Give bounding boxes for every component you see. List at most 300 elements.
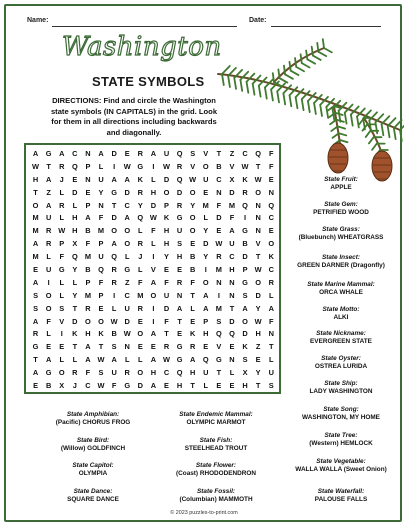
grid-letter[interactable]: F (59, 252, 64, 262)
grid-letter[interactable]: U (176, 226, 183, 236)
grid-letter[interactable]: C (216, 174, 222, 184)
grid-letter[interactable]: O (189, 226, 196, 236)
grid-letter[interactable]: H (176, 252, 183, 262)
grid-letter[interactable]: Q (215, 329, 222, 339)
grid-letter[interactable]: O (137, 329, 144, 339)
grid-letter[interactable]: E (255, 355, 261, 365)
grid-letter[interactable]: H (72, 226, 78, 236)
grid-letter[interactable]: T (46, 161, 51, 171)
grid-letter[interactable]: D (137, 381, 143, 391)
grid-letter[interactable]: X (72, 239, 78, 249)
grid-letter[interactable]: O (45, 303, 52, 313)
grid-letter[interactable]: R (59, 161, 65, 171)
grid-letter[interactable]: M (32, 213, 39, 223)
grid-letter[interactable]: Y (137, 200, 143, 210)
grid-letter[interactable]: W (215, 239, 223, 249)
grid-letter[interactable]: N (85, 174, 91, 184)
grid-letter[interactable]: N (229, 277, 235, 287)
grid-letter[interactable]: C (242, 149, 248, 158)
grid-letter[interactable]: F (268, 149, 274, 158)
grid-letter[interactable]: A (85, 355, 91, 365)
grid-letter[interactable]: N (124, 342, 130, 352)
grid-letter[interactable]: O (189, 187, 196, 197)
grid-letter[interactable]: O (45, 290, 52, 300)
name-line[interactable] (52, 26, 237, 27)
grid-letter[interactable]: L (138, 265, 143, 275)
grid-letter[interactable]: L (229, 368, 235, 378)
grid-letter[interactable]: D (176, 187, 183, 197)
grid-letter[interactable]: U (45, 213, 52, 223)
grid-letter[interactable]: F (164, 277, 169, 287)
grid-letter[interactable]: T (177, 316, 182, 326)
grid-letter[interactable]: E (203, 187, 209, 197)
grid-letter[interactable]: D (242, 252, 248, 262)
grid-letter[interactable]: I (244, 213, 247, 223)
grid-letter[interactable]: V (229, 161, 235, 171)
grid-letter[interactable]: S (98, 368, 104, 378)
grid-letter[interactable]: M (97, 226, 105, 236)
grid-letter[interactable]: T (255, 252, 261, 262)
grid-letter[interactable]: A (111, 174, 117, 184)
grid-letter[interactable]: S (242, 355, 248, 365)
grid-letter[interactable]: S (33, 303, 39, 313)
grid-letter[interactable]: T (216, 149, 222, 158)
grid-letter[interactable]: R (176, 200, 183, 210)
grid-letter[interactable]: N (216, 277, 222, 287)
grid-letter[interactable]: R (32, 329, 39, 339)
grid-letter[interactable]: Q (242, 200, 248, 210)
grid-letter[interactable]: A (268, 303, 274, 313)
grid-letter[interactable]: D (111, 213, 117, 223)
grid-letter[interactable]: O (98, 316, 104, 326)
grid-letter[interactable]: E (216, 381, 222, 391)
grid-letter[interactable]: O (32, 200, 39, 210)
grid-letter[interactable]: A (32, 149, 39, 158)
grid-letter[interactable]: T (255, 161, 261, 171)
grid-letter[interactable]: M (228, 200, 236, 210)
grid-letter[interactable]: R (137, 239, 143, 249)
grid-letter[interactable]: G (58, 265, 65, 275)
grid-letter[interactable]: G (137, 161, 144, 171)
grid-letter[interactable]: O (268, 239, 275, 249)
grid-letter[interactable]: G (242, 226, 248, 236)
grid-letter[interactable]: B (216, 161, 222, 171)
grid-letter[interactable]: D (255, 290, 261, 300)
grid-letter[interactable]: V (150, 265, 156, 275)
grid-letter[interactable]: N (176, 290, 183, 300)
grid-letter[interactable]: N (268, 187, 274, 197)
grid-letter[interactable]: G (242, 277, 248, 287)
grid-letter[interactable]: W (189, 174, 197, 184)
grid-letter[interactable]: D (203, 239, 209, 249)
grid-letter[interactable]: H (255, 329, 261, 339)
grid-letter[interactable]: C (268, 213, 274, 223)
grid-letter[interactable]: A (124, 174, 130, 184)
grid-letter[interactable]: I (152, 316, 155, 326)
grid-letter[interactable]: E (33, 265, 39, 275)
grid-letter[interactable]: A (150, 329, 157, 339)
grid-letter[interactable]: E (85, 187, 91, 197)
grid-letter[interactable]: E (33, 381, 39, 391)
grid-letter[interactable]: M (32, 252, 39, 262)
grid-letter[interactable]: O (242, 316, 248, 326)
grid-letter[interactable]: N (268, 329, 274, 339)
grid-letter[interactable]: A (32, 239, 39, 249)
grid-letter[interactable]: Q (229, 329, 235, 339)
grid-letter[interactable]: I (60, 329, 63, 339)
grid-letter[interactable]: Q (255, 149, 262, 158)
grid-letter[interactable]: Y (255, 303, 261, 313)
grid-letter[interactable]: M (202, 200, 209, 210)
grid-letter[interactable]: E (229, 381, 235, 391)
grid-letter[interactable]: G (176, 355, 183, 365)
grid-letter[interactable]: U (111, 368, 117, 378)
grid-letter[interactable]: Y (255, 368, 261, 378)
grid-letter[interactable]: D (72, 316, 78, 326)
grid-letter[interactable]: E (190, 316, 196, 326)
grid-letter[interactable]: E (229, 342, 235, 352)
grid-letter[interactable]: L (59, 290, 64, 300)
grid-letter[interactable]: W (110, 316, 118, 326)
grid-letter[interactable]: D (229, 316, 235, 326)
grid-letter[interactable]: O (58, 368, 65, 378)
grid-letter[interactable]: D (124, 316, 130, 326)
grid-letter[interactable]: T (255, 381, 261, 391)
grid-letter[interactable]: L (138, 355, 143, 365)
grid-letter[interactable]: D (163, 174, 170, 184)
grid-letter[interactable]: F (216, 200, 222, 210)
grid-letter[interactable]: E (203, 342, 209, 352)
grid-letter[interactable]: O (255, 187, 262, 197)
grid-letter[interactable]: M (32, 226, 39, 236)
grid-letter[interactable]: U (203, 174, 209, 184)
grid-letter[interactable]: R (137, 149, 143, 158)
grid-letter[interactable]: G (124, 265, 131, 275)
grid-letter[interactable]: E (137, 316, 143, 326)
grid-letter[interactable]: T (229, 303, 235, 313)
grid-letter[interactable]: P (203, 316, 209, 326)
grid-letter[interactable]: A (32, 316, 39, 326)
grid-letter[interactable]: L (72, 355, 78, 365)
grid-letter[interactable]: I (113, 290, 116, 300)
grid-letter[interactable]: P (98, 239, 104, 249)
grid-letter[interactable]: O (255, 277, 262, 287)
grid-letter[interactable]: K (242, 174, 248, 184)
grid-letter[interactable]: U (229, 239, 235, 249)
grid-letter[interactable]: Q (176, 174, 183, 184)
grid-letter[interactable]: T (216, 368, 222, 378)
grid-letter[interactable]: Z (229, 149, 235, 158)
grid-letter[interactable]: A (190, 355, 196, 365)
grid-letter[interactable]: I (217, 290, 220, 300)
grid-letter[interactable]: I (152, 252, 155, 262)
grid-letter[interactable]: L (111, 303, 117, 313)
grid-letter[interactable]: Y (98, 187, 104, 197)
grid-letter[interactable]: U (98, 174, 104, 184)
grid-letter[interactable]: U (163, 290, 170, 300)
grid-letter[interactable]: W (254, 316, 262, 326)
grid-letter[interactable]: V (190, 161, 196, 171)
grid-letter[interactable]: Y (203, 226, 209, 236)
grid-letter[interactable]: U (45, 265, 52, 275)
grid-letter[interactable]: A (176, 303, 183, 313)
grid-letter[interactable]: M (84, 252, 91, 262)
grid-letter[interactable]: E (124, 149, 130, 158)
grid-letter[interactable]: S (242, 290, 248, 300)
grid-letter[interactable]: K (242, 342, 248, 352)
grid-letter[interactable]: R (111, 277, 117, 287)
grid-letter[interactable]: E (46, 342, 52, 352)
grid-letter[interactable]: H (163, 239, 170, 249)
grid-letter[interactable]: T (268, 342, 274, 352)
grid-letter[interactable]: N (255, 226, 261, 236)
grid-letter[interactable]: L (268, 355, 274, 365)
grid-letter[interactable]: R (163, 342, 170, 352)
grid-letter[interactable]: Q (176, 368, 183, 378)
grid-letter[interactable]: F (164, 316, 169, 326)
grid-letter[interactable]: Y (72, 265, 78, 275)
grid-letter[interactable]: L (72, 277, 78, 287)
grid-letter[interactable]: G (124, 381, 131, 391)
grid-letter[interactable]: L (190, 303, 195, 313)
grid-letter[interactable]: D (124, 187, 130, 197)
grid-letter[interactable]: L (59, 213, 64, 223)
grid-letter[interactable]: F (85, 239, 91, 249)
grid-letter[interactable]: X (229, 174, 235, 184)
grid-letter[interactable]: N (255, 200, 261, 210)
grid-letter[interactable]: P (164, 200, 169, 210)
grid-letter[interactable]: A (124, 213, 130, 223)
grid-letter[interactable]: T (98, 342, 104, 352)
grid-letter[interactable]: E (59, 342, 65, 352)
grid-letter[interactable]: K (190, 329, 196, 339)
grid-letter[interactable]: K (98, 329, 104, 339)
grid-letter[interactable]: C (124, 200, 130, 210)
grid-letter[interactable]: R (190, 342, 196, 352)
grid-letter[interactable]: H (242, 381, 248, 391)
grid-letter[interactable]: J (59, 174, 64, 184)
grid-letter[interactable]: C (85, 381, 91, 391)
grid-letter[interactable]: O (202, 161, 209, 171)
grid-letter[interactable]: P (98, 290, 104, 300)
grid-letter[interactable]: T (33, 355, 38, 365)
grid-letter[interactable]: E (268, 226, 274, 236)
grid-letter[interactable]: L (268, 290, 274, 300)
grid-letter[interactable]: E (137, 342, 143, 352)
grid-letter[interactable]: R (59, 200, 65, 210)
grid-letter[interactable]: I (113, 161, 116, 171)
grid-letter[interactable]: E (177, 265, 183, 275)
grid-letter[interactable]: K (72, 329, 78, 339)
grid-letter[interactable]: U (98, 252, 104, 262)
grid-letter[interactable]: H (150, 187, 157, 197)
grid-letter[interactable]: R (176, 277, 183, 287)
grid-letter[interactable]: H (32, 174, 39, 184)
grid-letter[interactable]: O (150, 290, 157, 300)
grid-letter[interactable]: Q (98, 265, 104, 275)
grid-letter[interactable]: E (164, 381, 169, 391)
grid-letter[interactable]: I (152, 303, 155, 313)
grid-letter[interactable]: C (229, 252, 235, 262)
grid-letter[interactable]: Y (190, 200, 196, 210)
grid-letter[interactable]: V (255, 239, 261, 249)
grid-letter[interactable]: T (72, 342, 78, 352)
grid-letter[interactable]: N (229, 290, 235, 300)
grid-letter[interactable]: I (47, 277, 50, 287)
grid-letter[interactable]: M (215, 303, 222, 313)
grid-letter[interactable]: Q (111, 252, 117, 262)
grid-letter[interactable]: C (72, 149, 78, 158)
grid-letter[interactable]: I (204, 265, 207, 275)
grid-letter[interactable]: W (58, 226, 66, 236)
grid-letter[interactable]: K (163, 213, 170, 223)
grid-letter[interactable]: R (124, 368, 130, 378)
grid-letter[interactable]: K (268, 252, 274, 262)
grid-letter[interactable]: U (203, 368, 209, 378)
grid-letter[interactable]: O (111, 226, 117, 236)
grid-letter[interactable]: A (111, 355, 117, 365)
grid-letter[interactable]: P (85, 277, 91, 287)
grid-letter[interactable]: S (111, 342, 117, 352)
grid-letter[interactable]: L (151, 239, 156, 249)
grid-letter[interactable]: F (138, 277, 143, 287)
grid-letter[interactable]: T (72, 303, 78, 313)
grid-letter[interactable]: F (268, 316, 274, 326)
grid-letter[interactable]: L (46, 329, 51, 339)
grid-letter[interactable]: A (45, 355, 52, 365)
grid-letter[interactable]: E (98, 303, 104, 313)
grid-letter[interactable]: Z (124, 277, 130, 287)
grid-letter[interactable]: H (229, 265, 235, 275)
grid-letter[interactable]: D (72, 187, 78, 197)
grid-letter[interactable]: O (124, 239, 131, 249)
grid-letter[interactable]: T (164, 329, 169, 339)
grid-letter[interactable]: T (111, 200, 117, 210)
grid-letter[interactable]: C (268, 265, 274, 275)
grid-letter[interactable]: K (137, 174, 143, 184)
grid-letter[interactable]: F (46, 316, 51, 326)
grid-letter[interactable]: A (32, 277, 39, 287)
grid-letter[interactable]: Z (255, 342, 261, 352)
grid-letter[interactable]: E (150, 342, 156, 352)
grid-letter[interactable]: H (163, 226, 170, 236)
grid-letter[interactable]: F (229, 213, 235, 223)
grid-letter[interactable]: A (150, 149, 157, 158)
grid-letter[interactable]: L (151, 174, 156, 184)
grid-letter[interactable]: B (190, 252, 196, 262)
grid-letter[interactable]: M (84, 290, 91, 300)
grid-letter[interactable]: N (216, 187, 222, 197)
grid-letter[interactable]: D (163, 303, 170, 313)
grid-letter[interactable]: B (242, 239, 248, 249)
grid-letter[interactable]: A (85, 213, 91, 223)
grid-letter[interactable]: D (150, 200, 157, 210)
grid-letter[interactable]: A (150, 277, 157, 287)
grid-letter[interactable]: V (203, 149, 209, 158)
grid-letter[interactable]: A (45, 200, 52, 210)
grid-letter[interactable]: G (215, 355, 222, 365)
grid-letter[interactable]: Q (71, 252, 78, 262)
grid-letter[interactable]: P (85, 161, 91, 171)
grid-letter[interactable]: A (150, 381, 157, 391)
grid-letter[interactable]: J (138, 252, 143, 262)
grid-letter[interactable]: L (124, 252, 130, 262)
grid-letter[interactable]: R (176, 161, 183, 171)
grid-letter[interactable]: D (229, 187, 235, 197)
grid-letter[interactable]: X (242, 368, 248, 378)
grid-letter[interactable]: N (98, 200, 104, 210)
grid-letter[interactable]: F (111, 381, 117, 391)
grid-letter[interactable]: A (85, 342, 91, 352)
grid-letter[interactable]: Y (203, 252, 209, 262)
grid-letter[interactable]: U (268, 368, 274, 378)
grid-letter[interactable]: H (85, 329, 91, 339)
grid-letter[interactable]: F (268, 161, 274, 171)
grid-letter[interactable]: G (45, 149, 52, 158)
grid-letter[interactable]: O (85, 316, 91, 326)
grid-letter[interactable]: O (137, 368, 144, 378)
grid-letter[interactable]: O (124, 226, 131, 236)
grid-letter[interactable]: J (72, 381, 77, 391)
grid-letter[interactable]: H (176, 381, 183, 391)
grid-letter[interactable]: N (85, 149, 91, 158)
grid-letter[interactable]: A (229, 226, 235, 236)
grid-letter[interactable]: X (59, 381, 65, 391)
grid-letter[interactable]: W (162, 355, 170, 365)
grid-letter[interactable]: R (268, 277, 274, 287)
grid-letter[interactable]: Q (137, 213, 144, 223)
grid-letter[interactable]: V (59, 316, 65, 326)
grid-letter[interactable]: W (241, 161, 249, 171)
grid-letter[interactable]: B (85, 226, 91, 236)
grid-letter[interactable]: I (152, 161, 155, 171)
grid-letter[interactable]: O (163, 187, 170, 197)
grid-letter[interactable]: L (72, 200, 78, 210)
grid-letter[interactable]: S (268, 381, 274, 391)
grid-letter[interactable]: B (45, 381, 52, 391)
grid-letter[interactable]: P (85, 200, 91, 210)
grid-letter[interactable]: G (176, 342, 183, 352)
grid-letter[interactable]: W (149, 213, 157, 223)
grid-letter[interactable]: B (85, 265, 91, 275)
grid-letter[interactable]: W (162, 161, 170, 171)
grid-letter[interactable]: G (111, 187, 117, 197)
grid-letter[interactable]: T (190, 290, 195, 300)
grid-letter[interactable]: W (97, 381, 105, 391)
grid-letter[interactable]: R (137, 303, 143, 313)
grid-letter[interactable]: F (85, 368, 91, 378)
grid-letter[interactable]: R (242, 187, 248, 197)
grid-letter[interactable]: S (33, 290, 39, 300)
grid-letter[interactable]: O (189, 213, 196, 223)
grid-letter[interactable]: L (203, 381, 209, 391)
grid-letter[interactable]: N (255, 213, 261, 223)
grid-letter[interactable]: F (151, 226, 156, 236)
grid-letter[interactable]: B (190, 265, 196, 275)
grid-letter[interactable]: D (216, 213, 222, 223)
grid-letter[interactable]: N (229, 355, 235, 365)
grid-letter[interactable]: E (216, 226, 222, 236)
grid-letter[interactable]: F (98, 277, 104, 287)
grid-letter[interactable]: E (177, 329, 183, 339)
grid-letter[interactable]: H (150, 368, 157, 378)
grid-letter[interactable]: R (111, 265, 117, 275)
grid-letter[interactable]: R (45, 239, 52, 249)
grid-letter[interactable]: W (97, 355, 105, 365)
grid-letter[interactable]: F (190, 277, 195, 287)
grid-letter[interactable]: M (137, 290, 144, 300)
grid-letter[interactable]: H (190, 368, 196, 378)
